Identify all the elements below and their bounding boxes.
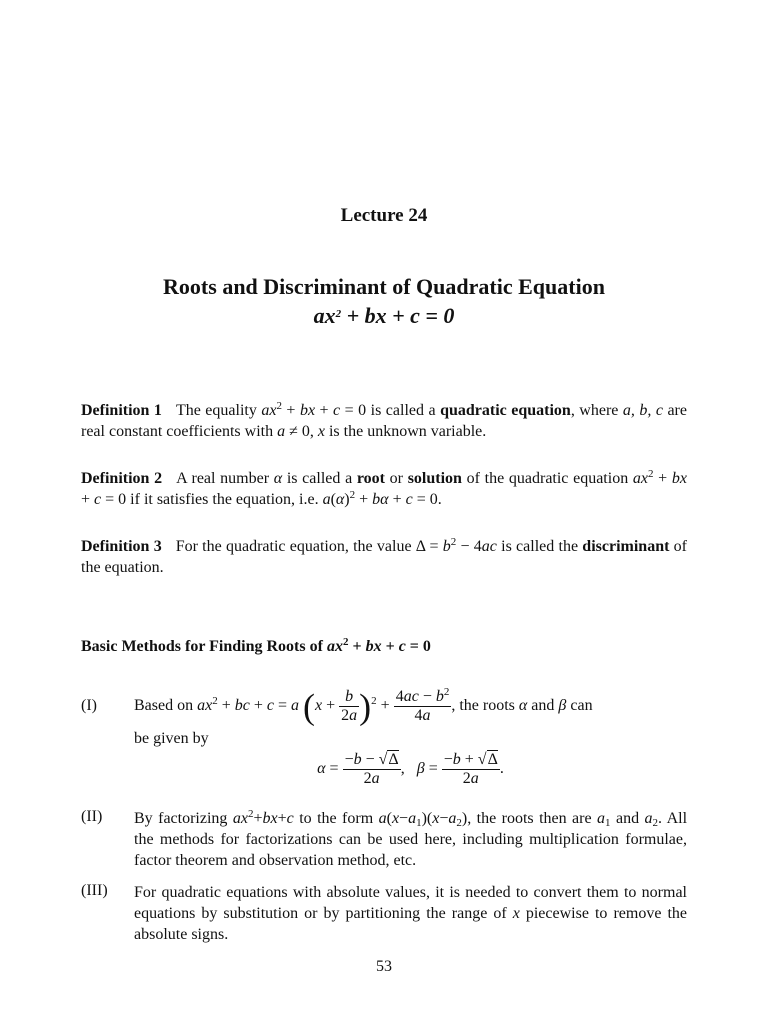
title-text: Roots and Discriminant of Quadratic Equation (163, 274, 605, 299)
page-title (0, 272, 768, 330)
section-heading: Basic Methods for Finding Roots of $ax^2$ + bx + c = 0 (81, 636, 431, 655)
page-number: 53 (376, 958, 392, 975)
title-equation: $ax^2$ + bx + c = 0 (313, 303, 455, 328)
definition-2: Definition 2 A real number α is called a root or solution of the quadratic equation $ax^2$ + bx + c = 0 if it satisfies the equation, i.e. $a(\alpha)^2 + b\alpha + c = 0$. (81, 468, 688, 508)
method-2-text: By factorizing $ax^2+bx+c$ to the form $a(x-a_1)(x-a_2)$, the roots then are $a_1$ and $a_2$. All the methods for factorizations can be used here, including multiplication formulae, factor theorem and observation method, etc. (134, 808, 688, 869)
method-1-text: Based on $ax^2$ + bc + c = a (x + $\frac{b}{2a}$ )$^2$ + $\frac{4ac - b^2}{4a}$ , the roots α and β can be given by α = $\frac{-b - √\Delta}{2a}$ , β = $\frac{-b + √\Delta}{2a}$ . (134, 680, 687, 788)
lecture-number: Lecture 24 (340, 205, 428, 226)
method-1-numeral: (I) (81, 697, 97, 714)
method-3-text: For quadratic equations with absolute values, it is needed to convert them to normal equations by substitution or by partitioning the range of x piecewise to remove the absolute signs. (134, 884, 688, 943)
definition-3: Definition 3 For the quadratic equation, the value $\Delta = b^2 - 4ac$ is called the discriminant of the equation. (81, 536, 688, 576)
definition-3-label: Definition 3 (81, 538, 162, 555)
definition-2-label: Definition 2 (81, 470, 163, 487)
method-2-numeral: (II) (81, 808, 103, 825)
definition-1: Definition 1 The equality $ax^2$ + bx + c = 0 is called a quadratic equation, where a, b, c are real constant coefficients with a ≠ 0, x is the unknown variable. (81, 400, 687, 440)
definition-1-label: Definition 1 (81, 402, 162, 419)
method-3-numeral: (III) (81, 882, 108, 899)
root-formulas: α = $\frac{-b - √\Delta}{2a}$ , β = $\frac{-b + √\Delta}{2a}$ . (317, 751, 504, 787)
